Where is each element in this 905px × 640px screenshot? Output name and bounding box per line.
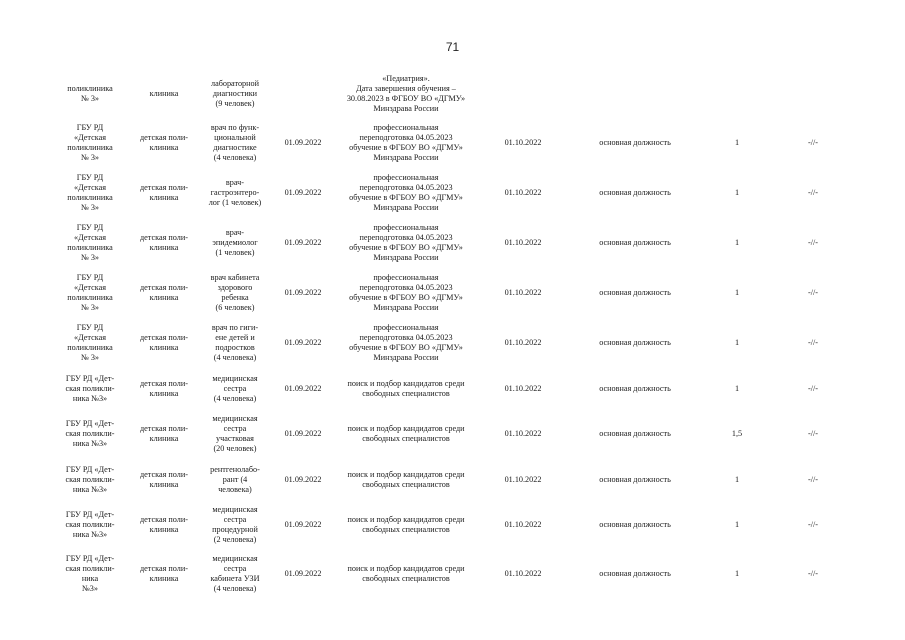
position-cell: врач кабинета здорового ребенка (6 человек) bbox=[210, 273, 260, 312]
rate-cell: 1 bbox=[734, 384, 740, 393]
employment-type-cell: основная должность bbox=[599, 475, 671, 484]
position-cell: лабораторной диагностики (9 человек) bbox=[210, 79, 259, 108]
rate-cell: 1,5 bbox=[731, 429, 743, 438]
table-row bbox=[0, 368, 905, 410]
mark-cell: -//- bbox=[807, 520, 818, 529]
table-row bbox=[0, 70, 905, 118]
table-row bbox=[0, 502, 905, 548]
table-row bbox=[0, 218, 905, 268]
employment-date-cell: 01.10.2022 bbox=[504, 238, 542, 247]
employment-date-cell bbox=[490, 70, 556, 118]
rate-cell: 1 bbox=[734, 338, 740, 347]
rate-cell: 1 bbox=[734, 475, 740, 484]
rate-cell: 1 bbox=[734, 138, 740, 147]
vacancy-date-cell: 01.09.2022 bbox=[284, 429, 322, 438]
rate-cell: 1 bbox=[734, 288, 740, 297]
training-cell: поиск и подбор кандидатов среди свободных специалистов bbox=[347, 424, 465, 443]
vacancy-date-cell: 01.09.2022 bbox=[284, 288, 322, 297]
employment-type-cell: основная должность bbox=[599, 429, 671, 438]
organization-cell: ГБУ РД «Дет- ская поликли- ника №3» bbox=[65, 419, 115, 448]
training-cell: поиск и подбор кандидатов среди свободных специалистов bbox=[347, 470, 465, 489]
organization-cell: ГБУ РД «Детская поликлиника № 3» bbox=[67, 173, 113, 212]
position-cell: врач- эпидемиолог (1 человек) bbox=[212, 228, 258, 257]
employment-type-cell bbox=[580, 70, 690, 118]
department-cell: детская поли- клиника bbox=[140, 183, 188, 202]
rate-cell: 1 bbox=[734, 188, 740, 197]
mark-cell: -//- bbox=[807, 384, 818, 393]
employment-type-cell: основная должность bbox=[599, 188, 671, 197]
training-cell: профессиональная переподготовка 04.05.2023 обучение в ФГБОУ ВО «ДГМУ» Минздрава России bbox=[349, 323, 463, 362]
department-cell: детская поли- клиника bbox=[140, 564, 188, 583]
table-row bbox=[0, 548, 905, 600]
mark-cell bbox=[795, 70, 831, 118]
employment-type-cell: основная должность bbox=[599, 384, 671, 393]
training-cell: профессиональная переподготовка 04.05.2023 обучение в ФГБОУ ВО «ДГМУ» Минздрава России bbox=[349, 173, 463, 212]
department-cell: детская поли- клиника bbox=[140, 233, 188, 252]
vacancy-date-cell: 01.09.2022 bbox=[284, 188, 322, 197]
vacancy-date-cell: 01.09.2022 bbox=[284, 520, 322, 529]
employment-type-cell: основная должность bbox=[599, 338, 671, 347]
position-cell: медицинская сестра процедурной (2 человека) bbox=[212, 505, 258, 544]
employment-date-cell: 01.10.2022 bbox=[504, 475, 542, 484]
organization-cell: ГБУ РД «Детская поликлиника № 3» bbox=[67, 323, 113, 362]
training-cell: профессиональная переподготовка 04.05.2023 обучение в ФГБОУ ВО «ДГМУ» Минздрава России bbox=[349, 223, 463, 262]
mark-cell: -//- bbox=[807, 238, 818, 247]
organization-cell: ГБУ РД «Детская поликлиника № 3» bbox=[67, 223, 113, 262]
department-cell: детская поли- клиника bbox=[140, 379, 188, 398]
training-cell: профессиональная переподготовка 04.05.2023 обучение в ФГБОУ ВО «ДГМУ» Минздрава России bbox=[349, 273, 463, 312]
rate-cell: 1 bbox=[734, 238, 740, 247]
employment-date-cell: 01.10.2022 bbox=[504, 520, 542, 529]
organization-cell: ГБУ РД «Дет- ская поликли- ника №3» bbox=[65, 554, 115, 593]
organization-cell: поликлиника № 3» bbox=[67, 84, 113, 103]
table-row bbox=[0, 318, 905, 368]
employment-type-cell: основная должность bbox=[599, 569, 671, 578]
table-row bbox=[0, 118, 905, 168]
vacancy-date-cell: 01.09.2022 bbox=[284, 569, 322, 578]
training-cell: поиск и подбор кандидатов среди свободных специалистов bbox=[347, 379, 465, 398]
table-row bbox=[0, 168, 905, 218]
organization-cell: ГБУ РД «Дет- ская поликли- ника №3» bbox=[65, 465, 115, 494]
position-cell: врач по гиги- ене детей и подростков (4 человека) bbox=[211, 323, 259, 362]
employment-date-cell: 01.10.2022 bbox=[504, 384, 542, 393]
position-cell: врач- гастроэнтеро- лог (1 человек) bbox=[208, 178, 262, 207]
position-cell: медицинская сестра кабинета УЗИ (4 человека) bbox=[210, 554, 260, 593]
table-row bbox=[0, 410, 905, 458]
mark-cell: -//- bbox=[807, 475, 818, 484]
vacancy-date-cell: 01.09.2022 bbox=[284, 338, 322, 347]
training-cell: профессиональная переподготовка 04.05.2023 обучение в ФГБОУ ВО «ДГМУ» Минздрава России bbox=[349, 123, 463, 162]
organization-cell: ГБУ РД «Дет- ская поликли- ника №3» bbox=[65, 510, 115, 539]
vacancy-table bbox=[0, 70, 905, 600]
organization-cell: ГБУ РД «Детская поликлиника № 3» bbox=[67, 273, 113, 312]
employment-type-cell: основная должность bbox=[599, 138, 671, 147]
employment-date-cell: 01.10.2022 bbox=[504, 288, 542, 297]
vacancy-date-cell: 01.09.2022 bbox=[284, 138, 322, 147]
mark-cell: -//- bbox=[807, 569, 818, 578]
organization-cell: ГБУ РД «Дет- ская поликли- ника №3» bbox=[65, 374, 115, 403]
employment-date-cell: 01.10.2022 bbox=[504, 338, 542, 347]
rate-cell: 1 bbox=[734, 569, 740, 578]
mark-cell: -//- bbox=[807, 138, 818, 147]
department-cell: детская поли- клиника bbox=[140, 424, 188, 443]
employment-type-cell: основная должность bbox=[599, 288, 671, 297]
department-cell: детская поли- клиника bbox=[140, 133, 188, 152]
department-cell: клиника bbox=[149, 89, 179, 98]
department-cell: детская поли- клиника bbox=[140, 515, 188, 534]
position-cell: рентгенолабо- рант (4 человека) bbox=[210, 465, 260, 494]
vacancy-date-cell: 01.09.2022 bbox=[284, 384, 322, 393]
training-cell: поиск и подбор кандидатов среди свободных специалистов bbox=[347, 515, 465, 534]
organization-cell: ГБУ РД «Детская поликлиника № 3» bbox=[67, 123, 113, 162]
training-cell: «Педиатрия». Дата завершения обучения – 30.08.2023 в ФГБОУ ВО «ДГМУ» Минздрава России bbox=[346, 74, 466, 113]
mark-cell: -//- bbox=[807, 188, 818, 197]
department-cell: детская поли- клиника bbox=[140, 470, 188, 489]
employment-type-cell: основная должность bbox=[599, 520, 671, 529]
page-number: 71 bbox=[445, 40, 460, 54]
rate-cell: 1 bbox=[734, 520, 740, 529]
employment-type-cell: основная должность bbox=[599, 238, 671, 247]
vacancy-date-cell bbox=[272, 70, 334, 118]
rate-cell bbox=[722, 70, 752, 118]
employment-date-cell: 01.10.2022 bbox=[504, 429, 542, 438]
mark-cell: -//- bbox=[807, 288, 818, 297]
position-cell: медицинская сестра участковая (20 человек) bbox=[212, 414, 258, 453]
vacancy-date-cell: 01.09.2022 bbox=[284, 238, 322, 247]
training-cell: поиск и подбор кандидатов среди свободных специалистов bbox=[347, 564, 465, 583]
employment-date-cell: 01.10.2022 bbox=[504, 188, 542, 197]
table-row bbox=[0, 458, 905, 502]
table-row bbox=[0, 268, 905, 318]
department-cell: детская поли- клиника bbox=[140, 283, 188, 302]
position-cell: медицинская сестра (4 человека) bbox=[212, 374, 258, 403]
department-cell: детская поли- клиника bbox=[140, 333, 188, 352]
position-cell: врач по функ- циональной диагностике (4 человека) bbox=[210, 123, 260, 162]
mark-cell: -//- bbox=[807, 429, 818, 438]
vacancy-date-cell: 01.09.2022 bbox=[284, 475, 322, 484]
employment-date-cell: 01.10.2022 bbox=[504, 138, 542, 147]
employment-date-cell: 01.10.2022 bbox=[504, 569, 542, 578]
mark-cell: -//- bbox=[807, 338, 818, 347]
